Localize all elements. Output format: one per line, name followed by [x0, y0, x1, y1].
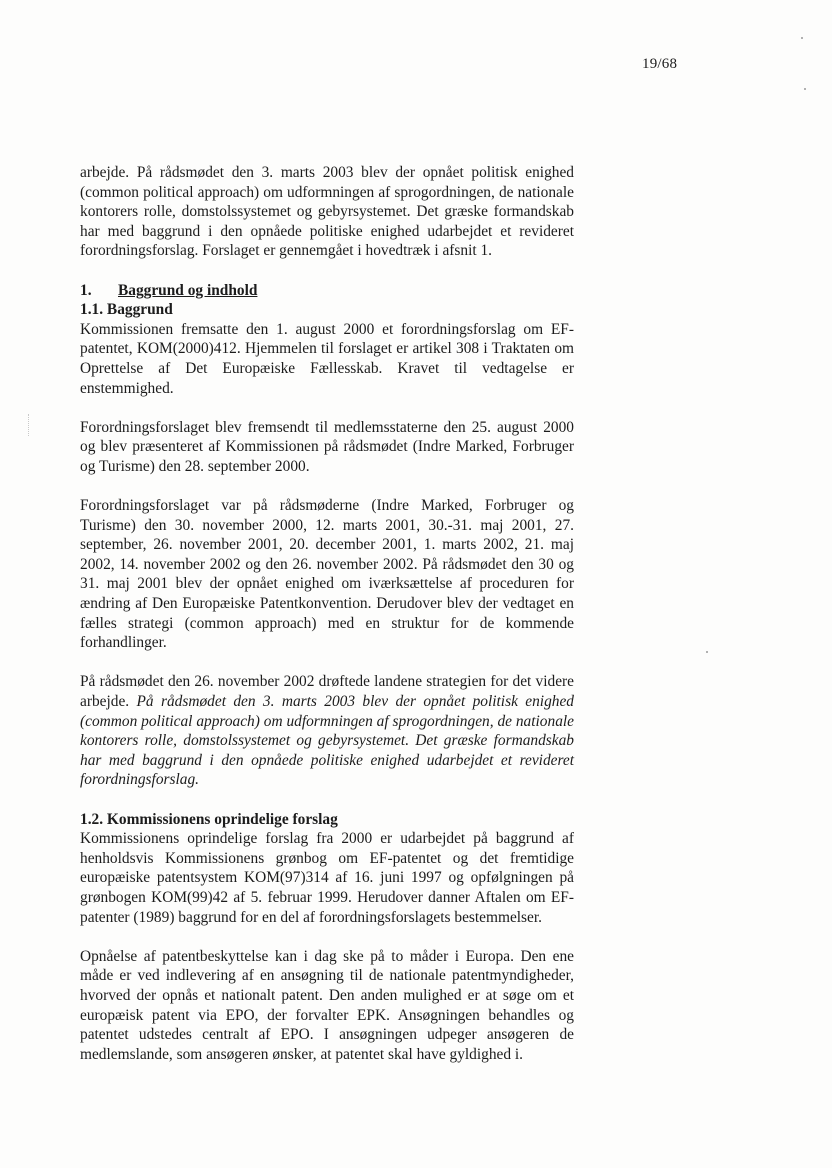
paragraph-strategy [80, 672, 574, 790]
paragraph-original-proposal: Kommissionens oprindelige forslag fra 2000 er udarbejdet på baggrund af henholdsvis Kommissionens grønbog om EF-patentet og det fremtidige europæiske patentsystem KOM(97)314 af 16. juni 1997 og opfølgningen på grønbogen KOM(99)42 af 5. februar 1999. Herudover danner Aftalen om EF-patenter (1989) baggrund for en del af forordningsforslagets bestemmelser. [80, 830, 574, 926]
paragraph-submission: Forordningsforslaget blev fremsendt til medlemsstaterne den 25. august 2000 og blev præsenteret af Kommissionen på rådsmødet (Indre Marked, Forbruger og Turisme) den 28. september 2000. [80, 418, 574, 475]
strategy-italic-text: På rådsmødet den 3. marts 2003 blev der opnået politisk enighed (common political approach) om udformningen af sprogordningen, de nationale kontorers rolle, domstolssystemet og gebyrsystemet. Det græske formandskab har med baggrund i den opnåede politiske enighed udarbejdet et revideret forordningsforslag. [80, 693, 574, 789]
scan-speck [801, 37, 803, 39]
paragraph-intro: arbejde. På rådsmødet den 3. marts 2003 blev der opnået politisk enighed (common political approach) om udformningen af sprogordningen, de nationale kontorers rolle, domstolssystemet og gebyrsystemet. Det græske formandskab har med baggrund i den opnåede politiske enighed udarbejdet et revideret forordningsforslag. Forslaget er gennemgået i hovedtræk i afsnit 1. [80, 164, 574, 260]
paragraph-patent-protection: Opnåelse af patentbeskyttelse kan i dag ske på to måder i Europa. Den ene måde er ved indlevering af en ansøgning til de nationale patentmyndigheder, hvorved der opnås et nationalt patent. Den anden mulighed er at søge om et europæisk patent via EPO, der forvalter EPK. Ansøgningen behandles og patentet udstedes centralt af EPO. I ansøgningen udpeger ansøgeren de medlemslande, som ansøgeren ønsker, at patentet skal have gyldighed i. [80, 947, 574, 1063]
scan-speck [706, 651, 708, 653]
strategy-plain-text: På rådsmødet den 26. november 2002 drøftede landene strategien for det videre arbejde. [80, 673, 574, 711]
scan-margin-mark [28, 414, 30, 436]
subsection-heading-original-proposal: 1.2. Kommissionens oprindelige forslag [80, 810, 338, 828]
section-heading [80, 281, 574, 301]
paragraph-council-meetings: Forordningsforslaget var på rådsmøderne (Indre Marked, Forbruger og Turisme) den 30. november 2000, 12. marts 2001, 30.-31. maj 2001, 27. september, 26. november 2001, 20. december 2001, 1. marts 2002, 21. maj 2002, 14. november 2002 og den 26. november 2002. På rådsmødet den 30 og 31. maj 2001 blev der opnået enighed om iværksættelse af proceduren for ændring af Den Europæiske Patentkonvention. Derudover blev der vedtaget en fælles strategi (common approach) med en struktur for de kommende forhandlinger. [80, 497, 574, 652]
page-number: 19/68 [642, 56, 678, 72]
section-title: Baggrund og indhold [118, 281, 258, 299]
scan-speck [804, 88, 806, 90]
subsection-heading-background: 1.1. Baggrund [80, 301, 173, 319]
section-number: 1. [80, 281, 92, 299]
paragraph-proposal: Kommissionen fremsatte den 1. august 2000 et forordningsforslag om EF-patentet, KOM(2000)412. Hjemmelen til forslaget er artikel 308 i Traktaten om Oprettelse af Det Europæiske Fællesskab. Kravet til vedtagelse er enstemmighed. [80, 320, 574, 397]
body-text [80, 163, 574, 1064]
